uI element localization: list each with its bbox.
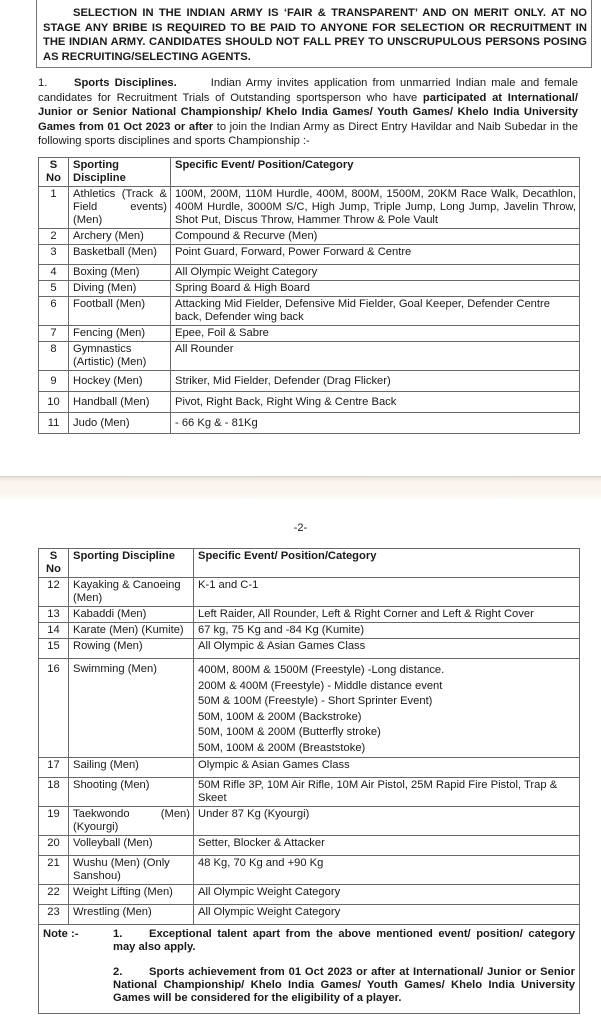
- row-event: 50M Rifle 3P, 10M Air Rifle, 10M Air Pistol, 25M Rapid Fire Pistol, Trap & Skeet: [194, 778, 580, 807]
- row-sno: 12: [39, 578, 69, 607]
- table-row: [39, 326, 580, 342]
- row-discipline: Judo (Men): [69, 413, 171, 434]
- row-event: Spring Board & High Board: [171, 281, 580, 297]
- row-event: All Olympic Weight Category: [194, 905, 580, 925]
- swim-event-line: 50M, 100M & 200M (Backstroke): [198, 710, 362, 723]
- row-event: Left Raider, All Rounder, Left & Right Corner and Left & Right Cover: [194, 607, 580, 623]
- note-item: [113, 928, 575, 954]
- row-event: - 66 Kg & - 81Kg: [171, 413, 580, 434]
- swim-event-line: 50M & 100M (Freestyle) - Short Sprinter Event): [198, 695, 433, 707]
- table-row: [39, 245, 580, 265]
- table-row: [39, 187, 580, 229]
- row-event: Striker, Mid Fielder, Defender (Drag Flicker): [171, 371, 580, 392]
- row-sno: 6: [39, 297, 69, 326]
- row-discipline: Football (Men): [69, 297, 171, 326]
- row-event: Attacking Mid Fielder, Defensive Mid Fielder, Goal Keeper, Defender Centre back, Defender wing back: [171, 297, 580, 326]
- header-event: Specific Event/ Position/Category: [171, 158, 580, 187]
- note-label: Note :-: [43, 928, 79, 940]
- page-separator: [0, 476, 601, 500]
- paragraph-heading: Sports Disciplines.: [74, 77, 177, 89]
- row-discipline: Kayaking & Canoeing (Men): [69, 578, 194, 607]
- row-discipline: Taekwondo (Men) (Kyourgi): [69, 807, 194, 836]
- row-event: Compound & Recurve (Men): [171, 229, 580, 245]
- paragraph-text-2: to join the Indian Army as Direct Entry Havildar and Naib Subedar in the following sports disciplines and sports Championship :-: [38, 120, 579, 148]
- row-event: All Olympic Weight Category: [171, 265, 580, 281]
- row-sno: 14: [39, 623, 69, 639]
- note-item-text: Sports achievement from 01 Oct 2023 or after at International/ Junior or Senior National Championship/ Khelo India Games/ Youth Games/ Khelo India University Games will be considered for the eligibility of a player.: [113, 966, 575, 1004]
- row-sno: 13: [39, 607, 69, 623]
- table-row: [39, 607, 580, 623]
- row-discipline: Weight Lifting (Men): [69, 885, 194, 905]
- note-item-number: 1.: [113, 928, 123, 940]
- table-row: [39, 807, 580, 836]
- table-row: [39, 413, 580, 434]
- header-discipline: Sporting Discipline: [69, 549, 194, 578]
- row-sno: 1: [39, 187, 69, 229]
- table-row: [39, 392, 580, 413]
- header-sno: S No: [39, 158, 69, 187]
- row-sno: 5: [39, 281, 69, 297]
- row-sno: 22: [39, 885, 69, 905]
- table-row: [39, 856, 580, 885]
- table-row: [39, 297, 580, 326]
- row-event: Olympic & Asian Games Class: [194, 758, 580, 778]
- paragraph-number: 1.: [38, 77, 48, 89]
- row-sno: 9: [39, 371, 69, 392]
- row-discipline: Rowing (Men): [69, 639, 194, 659]
- row-discipline: Handball (Men): [69, 392, 171, 413]
- row-event: Point Guard, Forward, Power Forward & Centre: [171, 245, 580, 265]
- anti-bribery-notice: [36, 0, 592, 68]
- row-event: All Olympic & Asian Games Class: [194, 639, 580, 659]
- table-row: [39, 659, 580, 758]
- row-discipline: Hockey (Men): [69, 371, 171, 392]
- row-sno: 18: [39, 778, 69, 807]
- table-row: [39, 905, 580, 925]
- swim-event-line: 50M, 100M & 200M (Butterfly stroke): [198, 726, 381, 738]
- table-row: [39, 578, 580, 607]
- row-event: K-1 and C-1: [194, 578, 580, 607]
- table-row: [39, 229, 580, 245]
- row-sno: 23: [39, 905, 69, 925]
- row-sno: 11: [39, 413, 69, 434]
- row-discipline: Shooting (Men): [69, 778, 194, 807]
- swim-event-line: 200M & 400M (Freestyle) - Middle distance event: [198, 679, 443, 692]
- table-row: [39, 885, 580, 905]
- swim-event-line: 50M, 100M & 200M (Breaststoke): [198, 741, 366, 754]
- table-row: [39, 265, 580, 281]
- table-row: [39, 281, 580, 297]
- row-event: Pivot, Right Back, Right Wing & Centre Back: [171, 392, 580, 413]
- anti-bribery-text: SELECTION IN THE INDIAN ARMY IS ‘FAIR & TRANSPARENT’ AND ON MERIT ONLY. AT NO STAGE ANY BRIBE IS REQUIRED TO BE PAID TO ANYONE FOR SELECTION OR RECRUITMENT IN THE INDIAN ARMY. CANDIDATES SHOULD NOT FALL PREY TO UNSCRUPULOUS PERSONS POSING AS RECRUITING/SELECTING AGENTS.: [43, 7, 587, 63]
- row-discipline: Wrestling (Men): [69, 905, 194, 925]
- row-sno: 19: [39, 807, 69, 836]
- page-number: -2-: [293, 522, 308, 534]
- row-discipline: Gymnastics (Artistic) (Men): [69, 342, 171, 371]
- row-discipline: Archery (Men): [69, 229, 171, 245]
- row-discipline: Boxing (Men): [69, 265, 171, 281]
- note-row: [39, 925, 580, 1014]
- header-event: Specific Event/ Position/Category: [194, 549, 580, 578]
- row-event: Setter, Blocker & Attacker: [194, 836, 580, 856]
- row-discipline: Kabaddi (Men): [69, 607, 194, 623]
- row-sno: 21: [39, 856, 69, 885]
- note-item-text: Exceptional talent apart from the above mentioned event/ position/ category may also apply.: [113, 928, 575, 953]
- document-page-1: [0, 0, 601, 476]
- row-discipline: Swimming (Men): [69, 659, 194, 758]
- table-header-row: [39, 549, 580, 578]
- row-discipline: Basketball (Men): [69, 245, 171, 265]
- row-event: All Olympic Weight Category: [194, 885, 580, 905]
- row-sno: 20: [39, 836, 69, 856]
- row-event: All Rounder: [171, 342, 580, 371]
- row-event: 100M, 200M, 110M Hurdle, 400M, 800M, 1500M, 20KM Race Walk, Decathlon, 400M Hurdle, 3000M S/C, High Jump, Triple Jump, Long Jump, Javelin Throw, Shot Put, Discus Throw, Hammer Throw & Pole Vault: [171, 187, 580, 229]
- row-sno: 3: [39, 245, 69, 265]
- row-sno: 15: [39, 639, 69, 659]
- swim-event-line: 400M, 800M & 1500M (Freestyle) -Long distance.: [198, 664, 445, 676]
- sports-table-part-2: [38, 548, 580, 1014]
- row-discipline: Athletics (Track & Field events) (Men): [69, 187, 171, 229]
- header-discipline: Sporting Discipline: [69, 158, 171, 187]
- table-row: [39, 623, 580, 639]
- paragraph-text-1: Indian Army invites application from unmarried Indian male and female candidates for Recruitment Trials of Outstanding sportsperson who have: [38, 77, 579, 104]
- row-discipline: Wushu (Men) (Only Sanshou): [69, 856, 194, 885]
- table-header-row: [39, 158, 580, 187]
- row-discipline: Sailing (Men): [69, 758, 194, 778]
- row-sno: 17: [39, 758, 69, 778]
- row-event: 67 kg, 75 Kg and -84 Kg (Kumite): [194, 623, 580, 639]
- sports-table-part-1: [38, 157, 580, 434]
- table-row: [39, 758, 580, 778]
- row-event: Epee, Foil & Sabre: [171, 326, 580, 342]
- table-row: [39, 778, 580, 807]
- note-item: [113, 966, 575, 1005]
- note-cell: [39, 925, 580, 1014]
- table-row: [39, 342, 580, 371]
- row-sno: 10: [39, 392, 69, 413]
- row-sno: 7: [39, 326, 69, 342]
- row-event: Under 87 Kg (Kyourgi): [194, 807, 580, 836]
- row-discipline: Volleyball (Men): [69, 836, 194, 856]
- note-item-number: 2.: [113, 966, 123, 978]
- note-body: [113, 928, 575, 1005]
- row-sno: 16: [39, 659, 69, 758]
- table-row: [39, 371, 580, 392]
- row-sno: 2: [39, 229, 69, 245]
- row-discipline: Fencing (Men): [69, 326, 171, 342]
- header-sno: S No: [39, 549, 69, 578]
- table-row: [39, 836, 580, 856]
- row-sno: 4: [39, 265, 69, 281]
- paragraph-bold-eligibility: participated at International/ Junior or Senior National Championship/ Khelo India Games/ Youth Games/ Khelo India University Games from 01 Oct 2023 or after: [38, 91, 578, 133]
- row-event-swimming: [194, 659, 580, 758]
- row-event: 48 Kg, 70 Kg and +90 Kg: [194, 856, 580, 885]
- document-page-2: [0, 500, 601, 1024]
- row-discipline: Diving (Men): [69, 281, 171, 297]
- table-row: [39, 639, 580, 659]
- row-sno: 8: [39, 342, 69, 371]
- sports-disciplines-paragraph: [38, 76, 578, 149]
- row-discipline: Karate (Men) (Kumite): [69, 623, 194, 639]
